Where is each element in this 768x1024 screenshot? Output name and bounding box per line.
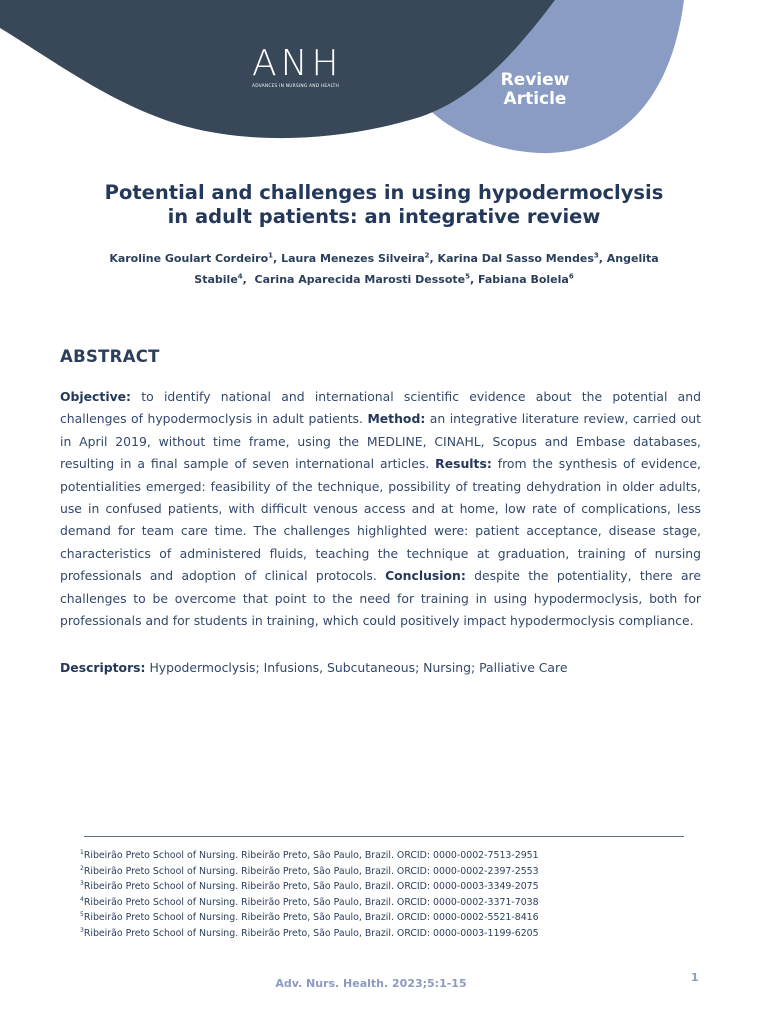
conclusion-text: despite the potentiality, there are challenges to be overcome that point to the need for training in using hypodermoclysis, both for professionals and for students in training, which could positively impact hypodermoclysis compliance. — [60, 568, 701, 629]
article-type-label — [490, 71, 580, 109]
article-type-line2: Article — [503, 89, 567, 109]
footnote-text: Ribeirão Preto School of Nursing. Ribeirão Preto, São Paulo, Brazil. ORCID: 0000-0003-3349-2075 — [83, 881, 539, 893]
author-separator: , — [429, 252, 438, 265]
footnote-mark: 3 — [80, 926, 84, 934]
affiliation-mark: 6 — [568, 272, 574, 281]
footnote-text: Ribeirão Preto School of Nursing. Ribeirão Preto, São Paulo, Brazil. ORCID: 0000-0002-3371-7038 — [83, 896, 539, 908]
author-name: Angelita Stabile — [194, 252, 659, 286]
affiliation-mark: 4 — [237, 272, 243, 281]
affiliation-mark: 2 — [424, 251, 430, 260]
logo-wordmark: ANH — [252, 43, 343, 84]
header-banner — [0, 0, 768, 170]
page-number: 1 — [691, 971, 699, 984]
descriptors — [60, 657, 701, 679]
article-title — [60, 181, 708, 229]
journal-logo — [252, 44, 356, 89]
author-entry — [478, 273, 574, 286]
footnote-mark: 4 — [80, 895, 84, 903]
abstract-body — [60, 386, 701, 632]
logo-tagline: ADVANCES IN NURSING AND HEALTH — [252, 84, 339, 89]
author-name: Carina Aparecida Marosti Dessote — [254, 273, 466, 286]
method-text: an integrative literature review, carried out in April 2019, without time frame, using the MEDLINE, CINAHL, Scopus and Embase databases, resulting in a final sample of seven international articles. — [60, 411, 701, 472]
footnote-mark: 2 — [80, 864, 84, 872]
results-text: from the synthesis of evidence, potentialities emerged: feasibility of the technique, possibility of treating dehydration in older adults, use in confused patients, with difficult venous access and at home, low rate of complications, less demand for team care time. The challenges highlighted were: patient acceptance, disease stage, characteristics of administered fluids, teaching the technique at graduation, training of nursing professionals and adoption of clinical protocols. — [60, 456, 701, 584]
author-name: Karoline Goulart Cordeiro — [109, 252, 269, 265]
author-name: Laura Menezes Silveira — [281, 252, 425, 265]
objective-text: to identify national and international scientific evidence about the potential and challenges of hypodermoclysis in adult patients. — [60, 389, 701, 427]
conclusion-label: Conclusion: — [385, 568, 466, 584]
affiliation-footnote — [80, 879, 680, 895]
footnote-mark: 3 — [80, 880, 84, 888]
article-title-line2: in adult patients: an integrative review — [167, 205, 601, 228]
affiliation-footnotes — [80, 848, 680, 942]
footnote-text: Ribeirão Preto School of Nursing. Ribeirão Preto, São Paulo, Brazil. ORCID: 0000-0002-5521-8416 — [83, 912, 539, 924]
author-entry — [438, 252, 607, 265]
affiliation-mark: 5 — [465, 272, 470, 281]
author-separator: , — [469, 273, 478, 286]
footnote-mark: 5 — [80, 911, 84, 919]
footnote-mark: 1 — [80, 848, 84, 856]
author-list — [100, 248, 668, 290]
affiliation-footnote — [80, 895, 680, 911]
affiliation-footnote — [80, 848, 680, 864]
method-label: Method: — [367, 411, 426, 427]
footnote-text: Ribeirão Preto School of Nursing. Ribeirão Preto, São Paulo, Brazil. ORCID: 0000-0002-2397-2553 — [83, 865, 539, 877]
affiliation-mark: 1 — [268, 251, 274, 260]
article-type-line1: Review — [500, 70, 570, 90]
author-separator: , — [598, 252, 607, 265]
journal-citation: Adv. Nurs. Health. 2023;5:1-15 — [275, 977, 467, 990]
author-entry — [255, 273, 479, 286]
results-label: Results: — [435, 456, 492, 472]
footnote-divider — [84, 836, 684, 837]
footnote-text: Ribeirão Preto School of Nursing. Ribeirão Preto, São Paulo, Brazil. ORCID: 0000-0002-7513-2951 — [83, 850, 539, 861]
article-title-line1: Potential and challenges in using hypodermoclysis — [104, 181, 664, 204]
abstract-heading: ABSTRACT — [60, 347, 160, 366]
affiliation-footnote — [80, 910, 680, 926]
objective-label: Objective: — [60, 389, 132, 404]
author-name: Karina Dal Sasso Mendes — [437, 252, 594, 265]
descriptors-text: Hypodermoclysis; Infusions, Subcutaneous; Nursing; Palliative Care — [145, 660, 568, 675]
descriptors-label: Descriptors: — [60, 660, 146, 675]
affiliation-mark: 3 — [593, 251, 599, 260]
author-separator: , — [273, 252, 282, 265]
footnote-text: Ribeirão Preto School of Nursing. Ribeirão Preto, São Paulo, Brazil. ORCID: 0000-0003-1199-6205 — [83, 927, 539, 939]
author-entry — [281, 252, 437, 265]
author-separator: , — [242, 273, 255, 286]
author-entry — [109, 252, 281, 265]
affiliation-footnote — [80, 864, 680, 880]
affiliation-footnote — [80, 926, 680, 942]
author-name: Fabiana Bolela — [478, 273, 569, 286]
